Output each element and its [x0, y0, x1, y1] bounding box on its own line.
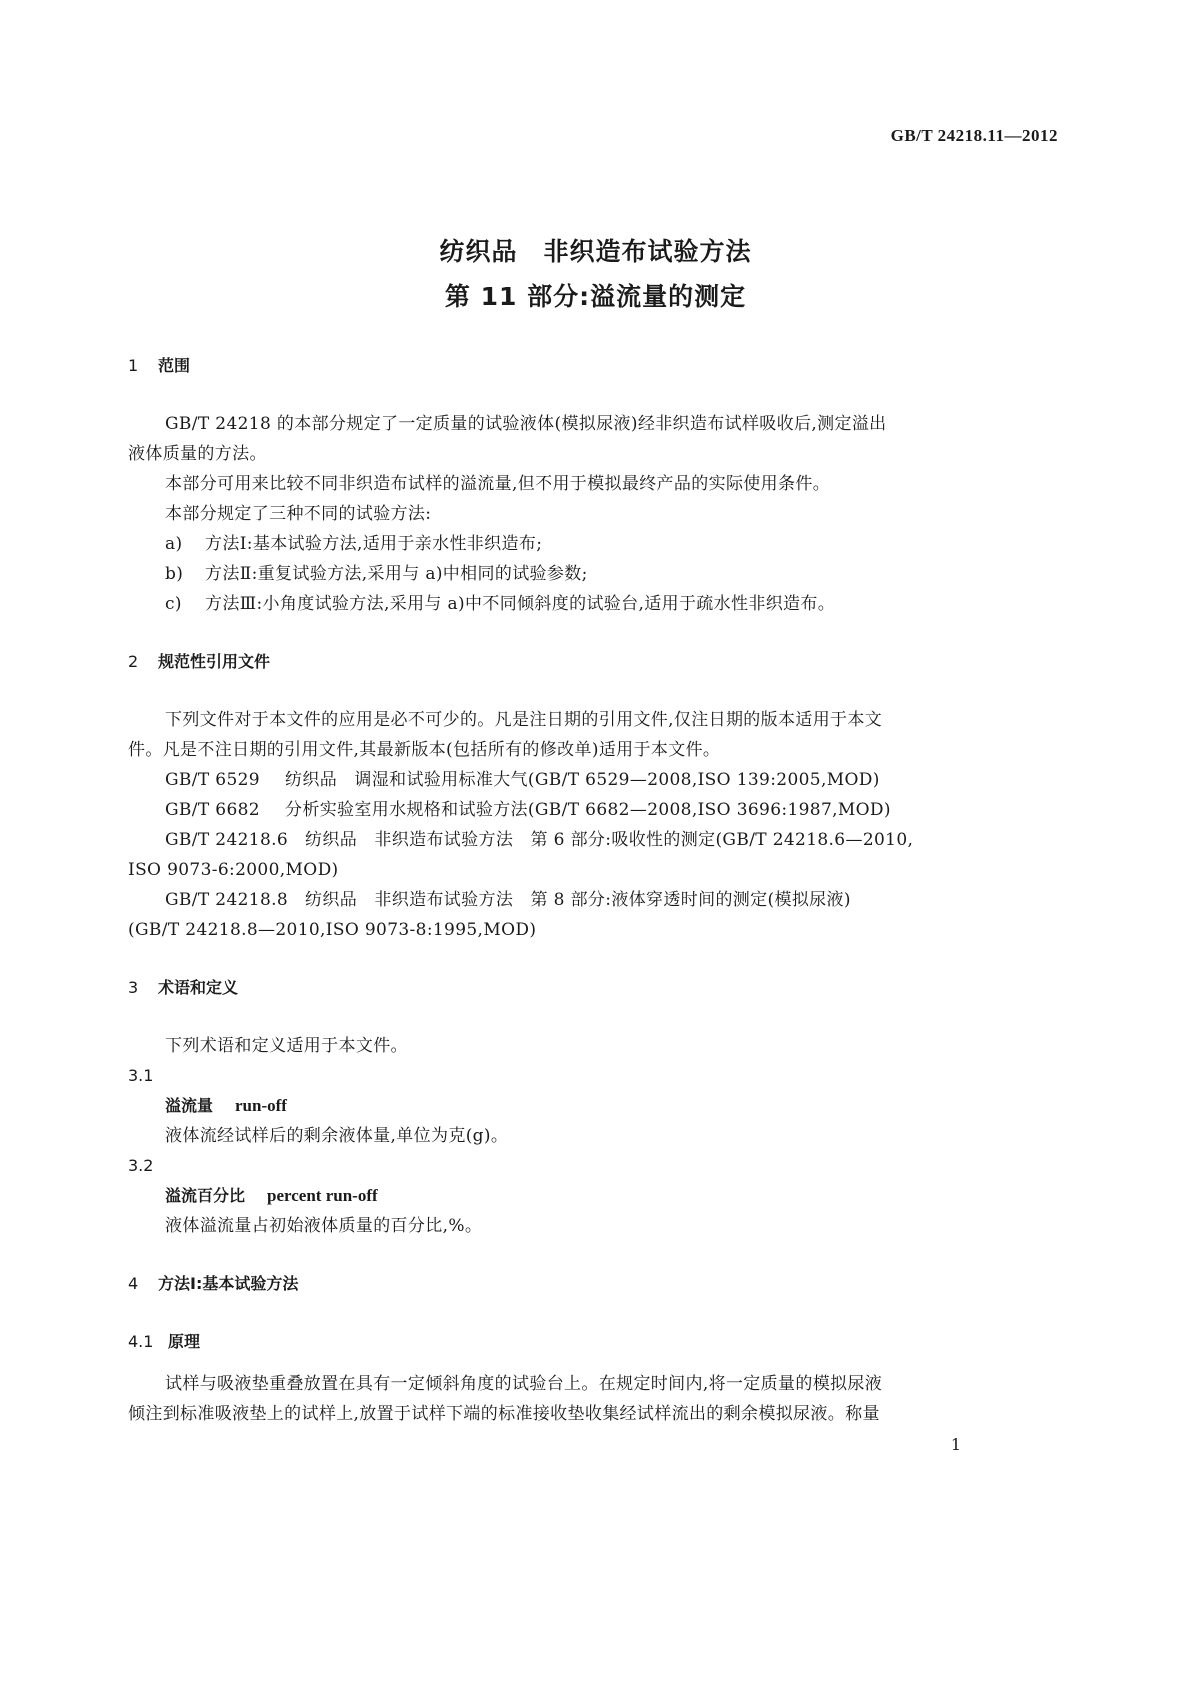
- term-definition: 液体流经试样后的剩余液体量,单位为克(g)。: [165, 1126, 509, 1146]
- list-item: [165, 563, 588, 585]
- section-title: 规范性引用文件: [158, 652, 271, 671]
- term-heading: [165, 1095, 287, 1117]
- section-number: 3: [128, 978, 139, 997]
- page-number: 1: [950, 1435, 961, 1454]
- paragraph: 本部分规定了三种不同的试验方法:: [165, 504, 432, 524]
- list-item: [165, 593, 835, 615]
- term-zh: 溢流量: [165, 1096, 214, 1115]
- reference-entry: [165, 799, 891, 821]
- section-number: 4.1: [128, 1332, 154, 1351]
- document-title-line1: 纺织品 非织造布试验方法: [439, 237, 752, 266]
- reference-entry: [165, 829, 913, 851]
- paragraph: 本部分可用来比较不同非织造布试样的溢流量,但不用于模拟最终产品的实际使用条件。: [165, 474, 831, 494]
- paragraph: 下列术语和定义适用于本文件。: [165, 1036, 408, 1056]
- reference-entry: [165, 889, 851, 911]
- section-number: 1: [128, 356, 139, 375]
- list-label: c): [165, 594, 182, 614]
- list-label: b): [165, 564, 184, 584]
- section-1-heading: [128, 355, 190, 377]
- reference-continuation: (GB/T 24218.8—2010,ISO 9073-8:1995,MOD): [128, 920, 537, 940]
- section-number: 4: [128, 1274, 139, 1293]
- term-en: run-off: [235, 1096, 287, 1115]
- list-item: [165, 533, 542, 555]
- reference-continuation: ISO 9073-6:2000,MOD): [128, 860, 339, 880]
- list-text: 方法Ⅰ:基本试验方法,适用于亲水性非织造布;: [205, 534, 543, 554]
- reference-code: GB/T 6682: [165, 800, 260, 820]
- clause-number: 3.2: [128, 1156, 154, 1175]
- paragraph: 液体质量的方法。: [128, 444, 267, 464]
- list-label: a): [165, 534, 183, 554]
- section-title: 术语和定义: [158, 978, 239, 997]
- section-title: 范围: [158, 356, 191, 375]
- section-2-heading: [128, 651, 270, 673]
- section-4-heading: [128, 1273, 298, 1295]
- reference-code: GB/T 24218.8: [165, 890, 289, 910]
- reference-code: GB/T 24218.6: [165, 830, 289, 850]
- reference-code: GB/T 6529: [165, 770, 260, 790]
- document-title-line2: 第 11 部分:溢流量的测定: [444, 282, 747, 311]
- standard-code: GB/T 24218.11—2012: [890, 126, 1058, 145]
- reference-text: 分析实验室用水规格和试验方法(GB/T 6682—2008,ISO 3696:1987,MOD): [285, 800, 891, 820]
- term-definition: 液体溢流量占初始液体质量的百分比,%。: [165, 1216, 483, 1236]
- reference-text: 纺织品 调湿和试验用标准大气(GB/T 6529—2008,ISO 139:2005,MOD): [285, 770, 880, 790]
- paragraph: 倾注到标准吸液垫上的试样上,放置于试样下端的标准接收垫收集经试样流出的剩余模拟尿液。称量: [128, 1404, 880, 1424]
- section-number: 2: [128, 652, 139, 671]
- list-text: 方法Ⅱ:重复试验方法,采用与 a)中相同的试验参数;: [205, 564, 588, 584]
- paragraph: 件。凡是不注日期的引用文件,其最新版本(包括所有的修改单)适用于本文件。: [128, 740, 721, 760]
- clause-number: 3.1: [128, 1066, 154, 1085]
- paragraph: 试样与吸液垫重叠放置在具有一定倾斜角度的试验台上。在规定时间内,将一定质量的模拟尿液: [165, 1374, 883, 1394]
- list-text: 方法Ⅲ:小角度试验方法,采用与 a)中不同倾斜度的试验台,适用于疏水性非织造布。: [205, 594, 836, 614]
- section-3-heading: [128, 977, 238, 999]
- reference-text: 纺织品 非织造布试验方法 第 6 部分:吸收性的测定(GB/T 24218.6—2010,: [305, 830, 914, 850]
- reference-entry: [165, 769, 880, 791]
- subsection-4-1-heading: [128, 1331, 200, 1353]
- section-title: 原理: [168, 1332, 201, 1351]
- term-heading: [165, 1185, 378, 1207]
- term-en: percent run-off: [267, 1186, 378, 1205]
- paragraph: GB/T 24218 的本部分规定了一定质量的试验液体(模拟尿液)经非织造布试样吸收后,测定溢出: [165, 414, 887, 434]
- section-title: 方法Ⅰ:基本试验方法: [158, 1274, 299, 1293]
- paragraph: 下列文件对于本文件的应用是必不可少的。凡是注日期的引用文件,仅注日期的版本适用于本文: [165, 710, 883, 730]
- term-zh: 溢流百分比: [165, 1186, 246, 1205]
- reference-text: 纺织品 非织造布试验方法 第 8 部分:液体穿透时间的测定(模拟尿液): [305, 890, 851, 910]
